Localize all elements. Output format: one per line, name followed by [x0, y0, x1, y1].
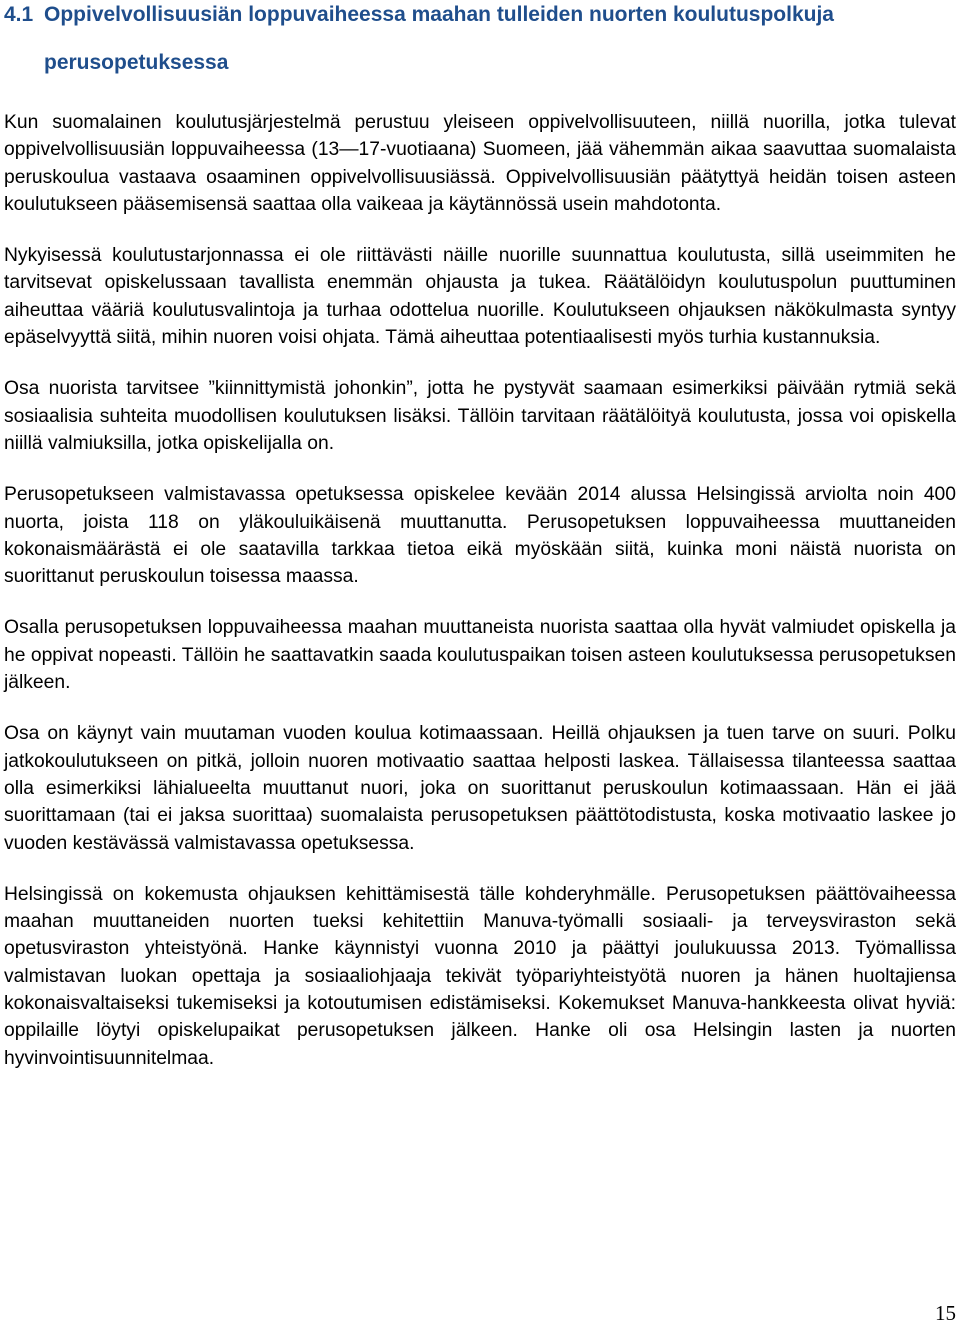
- section-title-line1: Oppivelvollisuusiän loppuvaiheessa maahan tulleiden nuorten koulutuspolkuja: [44, 3, 834, 26]
- paragraph-2: Nykyisessä koulutustarjonnassa ei ole riittävästi näille nuorille suunnattua koulutusta, sillä useimmiten he tarvitsevat opiskelussaan tavallista enemmän ohjausta ja tukea. Räätälöidyn koulutuspolun puuttuminen aiheuttaa vääriä koulutusvalintoja ja turhaa odottelua nuorille. Koulutukseen ohjauksen näkökulmasta syntyy epäselvyyttä siitä, mihin nuoren voisi ohjata. Tämä aiheuttaa potentiaalisesti myös turhia kustannuksia.: [4, 245, 956, 349]
- paragraph-3: Osa nuorista tarvitsee ”kiinnittymistä johonkin”, jotta he pystyvät saamaan esimerkiksi päivään rytmiä sekä sosiaalisia suhteita muodollisen koulutuksen lisäksi. Tällöin tarvitaan räätälöityä koulutusta, jossa voi opiskella niillä valmiuksilla, jotka opiskelijalla on.: [4, 378, 956, 454]
- paragraph-7: Helsingissä on kokemusta ohjauksen kehittämisestä tälle kohderyhmälle. Perusopetuksen päättövaiheessa maahan muuttaneiden nuorten tueksi kehitettiin Manuva-työmalli sosiaali- ja terveysviraston sekä opetusviraston yhteistyönä. Hanke käynnistyi vuonna 2010 ja päättyi joulukuussa 2013. Työmallissa valmistavan luokan opettaja ja sosiaaliohjaaja tekivät työpariyhteistyötä nuoren ja hänen huoltajiensa kokonaisvaltaiseksi tukemiseksi ja kotoutumisen edistämiseksi. Kokemukset Manuva-hankkeesta olivat hyviä: oppilaille löytyi opiskelupaikat perusopetuksen jälkeen. Hanke oli osa Helsingin lasten ja nuorten hyvinvointisuunnitelmaa.: [4, 883, 956, 1069]
- section-number: 4.1: [4, 3, 34, 26]
- page-number: 15: [935, 1301, 956, 1325]
- section-title-line2: perusopetuksessa: [44, 51, 229, 74]
- paragraph-1: Kun suomalainen koulutusjärjestelmä perustuu yleiseen oppivelvollisuuteen, niillä nuorilla, jotka tulevat oppivelvollisuusiän loppuvaiheessa (13—17-vuotiaana) Suomeen, jää vähemmän aikaa saavuttaa suomalaista peruskoulua vastaava osaaminen oppivelvollisuusiässä. Oppivelvollisuusiän päätyttyä heidän toisen asteen koulutukseen pääsemisensä saattaa olla vaikeaa ja käytännössä usein mahdotonta.: [4, 112, 956, 215]
- paragraph-6: Osa on käynyt vain muutaman vuoden koulua kotimaassaan. Heillä ohjauksen ja tuen tarve on suuri. Polku jatkokoulutukseen on pitkä, jolloin nuoren motivaatio saattaa helposti laskea. Tällaisessa tilanteessa saattaa olla esimerkiksi lähialueelta muuttanut nuori, joka on suorittanut peruskoulun kotimaassaan. Hän ei jää suorittamaan (tai ei jaksa suorittaa) suomalaista perusopetuksen päättötodistusta, koska motivaatio laskee jo vuoden kestävässä valmistavassa opetuksessa.: [4, 723, 956, 854]
- section-heading: [4, 0, 956, 29]
- paragraph-5: Osalla perusopetuksen loppuvaiheessa maahan muuttaneista nuorista saattaa olla hyvät valmiudet opiskella ja he oppivat nopeasti. Tällöin he saattavatkin saada koulutuspaikan toisen asteen koulutuksessa perusopetuksen jälkeen.: [4, 617, 956, 694]
- paragraph-4: Perusopetukseen valmistavassa opetuksessa opiskelee kevään 2014 alussa Helsingissä arviolta noin 400 nuorta, joista 118 on yläkouluikäisenä muuttanutta. Perusopetuksen loppuvaiheessa muuttaneiden kokonaismäärästä ei ole saatavilla tarkkaa tietoa eikä myöskään siitä, kuinka moni näistä nuorista on suorittanut peruskoulun toisessa maassa.: [4, 484, 956, 588]
